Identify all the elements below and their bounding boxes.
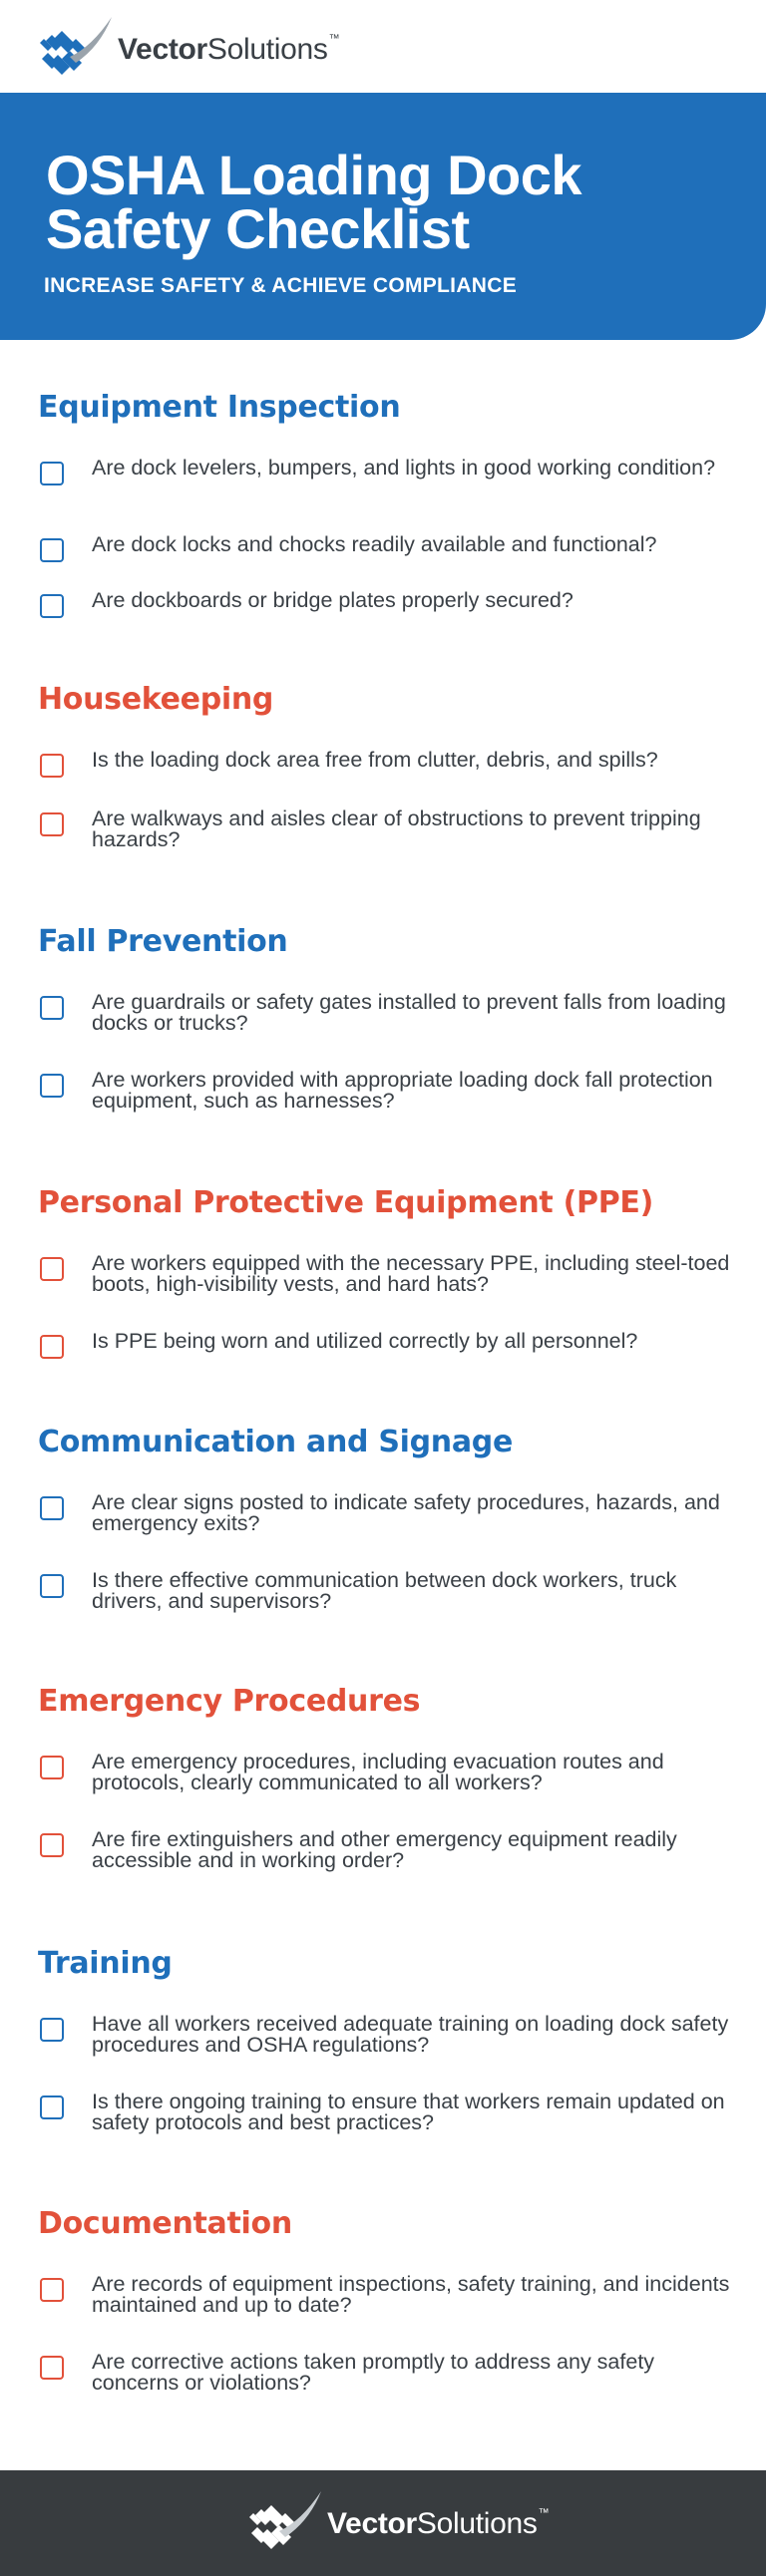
- checkbox[interactable]: [40, 996, 64, 1020]
- page-title-line1: OSHA Loading Dock: [46, 144, 582, 206]
- checklist-item-text: Are dock locks and chocks readily available and functional?: [92, 532, 657, 556]
- checklist-item-text: Are walkways and aisles clear of obstructions to prevent tripping hazards?: [92, 806, 701, 851]
- checkbox[interactable]: [40, 1335, 64, 1359]
- checklist-item-text: Are guardrails or safety gates installed to prevent falls from loading docks or trucks?: [92, 990, 726, 1035]
- checklist-item-text: Are workers equipped with the necessary PPE, including steel-toed boots, high-visibility vests, and hard hats?: [92, 1251, 730, 1296]
- checklist-item-text: Are corrective actions taken promptly to address any safety concerns or violations?: [92, 2350, 655, 2395]
- checkbox[interactable]: [40, 538, 64, 562]
- checkbox[interactable]: [40, 2018, 64, 2042]
- brand-wordmark: VectorSolutions™: [118, 33, 340, 66]
- checklist-item-text: Are clear signs posted to indicate safety procedures, hazards, and emergency exits?: [92, 1490, 720, 1535]
- checklist-item-text: Are records of equipment inspections, safety training, and incidents maintained and up to date?: [92, 2272, 730, 2317]
- section-title: Housekeeping: [38, 682, 274, 717]
- checkbox[interactable]: [40, 1756, 64, 1779]
- page-subtitle: INCREASE SAFETY & ACHIEVE COMPLIANCE: [44, 274, 518, 297]
- section-title: Personal Protective Equipment (PPE): [38, 1185, 653, 1220]
- section-title: Training: [38, 1946, 173, 1981]
- checkbox[interactable]: [40, 2356, 64, 2380]
- page-title-line2: Safety Checklist: [46, 197, 470, 260]
- footer: [0, 2470, 766, 2576]
- checkbox[interactable]: [40, 1257, 64, 1281]
- checkbox[interactable]: [40, 754, 64, 778]
- checklist-item-text: Is there effective communication between dock workers, truck drivers, and supervisors?: [92, 1568, 677, 1613]
- checkbox[interactable]: [40, 1574, 64, 1598]
- checkbox[interactable]: [40, 812, 64, 836]
- checklist-item-text: Are fire extinguishers and other emergency equipment readily accessible and in working order?: [92, 1827, 677, 1872]
- section-title: Documentation: [38, 2206, 292, 2241]
- checklist-item-text: Is PPE being worn and utilized correctly by all personnel?: [92, 1329, 638, 1353]
- checklist-item-text: Is there ongoing training to ensure that workers remain updated on safety protocols and best practices?: [92, 2090, 725, 2134]
- header-logo[interactable]: [40, 12, 339, 88]
- checkbox[interactable]: [40, 2278, 64, 2302]
- section-title: Equipment Inspection: [38, 390, 401, 425]
- checklist-item-text: Are workers provided with appropriate loading dock fall protection equipment, such as harnesses?: [92, 1068, 713, 1113]
- checkbox[interactable]: [40, 1074, 64, 1098]
- checkbox[interactable]: [40, 594, 64, 618]
- brand-wordmark: VectorSolutions™: [327, 2507, 550, 2540]
- vector-solutions-logo-icon: [249, 2491, 323, 2557]
- checkbox[interactable]: [40, 1833, 64, 1857]
- checklist-item-text: Are dock levelers, bumpers, and lights in good working condition?: [92, 456, 716, 480]
- vector-solutions-logo-icon: [40, 17, 114, 83]
- section-title: Communication and Signage: [38, 1425, 514, 1459]
- checklist-item-text: Are dockboards or bridge plates properly secured?: [92, 588, 574, 612]
- checkbox[interactable]: [40, 2095, 64, 2119]
- checkbox[interactable]: [40, 1496, 64, 1520]
- checklist-item-text: Are emergency procedures, including evacuation routes and protocols, clearly communicated to all workers?: [92, 1750, 664, 1794]
- checkbox[interactable]: [40, 462, 64, 485]
- checklist-item-text: Have all workers received adequate training on loading dock safety procedures and OSHA regulations?: [92, 2012, 729, 2057]
- hero-banner: [0, 93, 766, 340]
- checklist-item-text: Is the loading dock area free from clutter, debris, and spills?: [92, 748, 658, 772]
- section-title: Fall Prevention: [38, 924, 288, 959]
- section-title: Emergency Procedures: [38, 1684, 421, 1719]
- footer-logo[interactable]: [249, 2486, 549, 2562]
- page-title: [46, 144, 724, 260]
